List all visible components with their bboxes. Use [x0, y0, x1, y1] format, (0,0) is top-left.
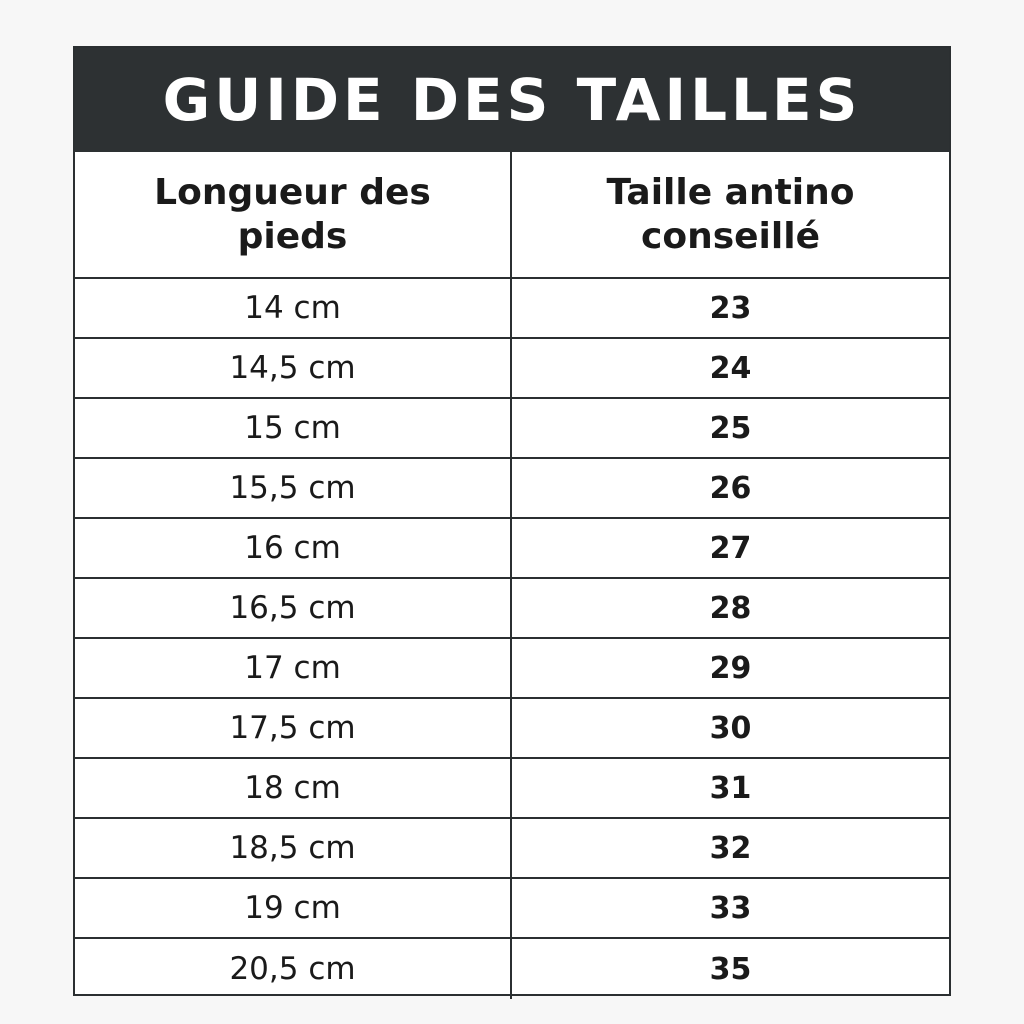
foot-length-cell [75, 639, 512, 697]
table-row [75, 819, 949, 879]
foot-length-cell [75, 339, 512, 397]
header-foot-length [75, 152, 512, 277]
recommended-size-value: 28 [709, 590, 752, 626]
recommended-size-cell [512, 339, 949, 397]
recommended-size-value: 27 [709, 530, 752, 566]
table-row [75, 639, 949, 699]
table-row [75, 459, 949, 519]
recommended-size-value: 23 [709, 290, 752, 326]
foot-length-cell [75, 399, 512, 457]
header-foot-length-label: Longueur des pieds [154, 171, 431, 257]
header-recommended-size [512, 152, 949, 277]
recommended-size-value: 26 [709, 470, 752, 506]
table-row [75, 519, 949, 579]
foot-length-cell [75, 279, 512, 337]
table-row [75, 279, 949, 339]
foot-length-cell [75, 879, 512, 937]
foot-length-value: 19 cm [244, 890, 341, 926]
recommended-size-value: 32 [709, 830, 752, 866]
recommended-size-cell [512, 939, 949, 999]
foot-length-value: 20,5 cm [229, 951, 356, 987]
foot-length-cell [75, 699, 512, 757]
page-title: GUIDE DES TAILLES [162, 66, 862, 134]
foot-length-cell [75, 579, 512, 637]
recommended-size-value: 24 [709, 350, 752, 386]
recommended-size-value: 30 [709, 710, 752, 746]
title-bar [75, 48, 949, 152]
table-row [75, 759, 949, 819]
table-row [75, 579, 949, 639]
foot-length-value: 18 cm [244, 770, 341, 806]
foot-length-value: 15 cm [244, 410, 341, 446]
foot-length-value: 17 cm [244, 650, 341, 686]
recommended-size-cell [512, 519, 949, 577]
foot-length-cell [75, 519, 512, 577]
recommended-size-value: 29 [709, 650, 752, 686]
recommended-size-value: 25 [709, 410, 752, 446]
recommended-size-cell [512, 639, 949, 697]
foot-length-value: 18,5 cm [229, 830, 356, 866]
recommended-size-cell [512, 759, 949, 817]
foot-length-value: 17,5 cm [229, 710, 356, 746]
foot-length-value: 16 cm [244, 530, 341, 566]
recommended-size-cell [512, 399, 949, 457]
header-recommended-size-label: Taille antino conseillé [606, 171, 855, 257]
recommended-size-cell [512, 459, 949, 517]
foot-length-value: 15,5 cm [229, 470, 356, 506]
table-row [75, 339, 949, 399]
recommended-size-cell [512, 579, 949, 637]
table-row [75, 879, 949, 939]
recommended-size-cell [512, 819, 949, 877]
table-header-row [75, 152, 949, 279]
recommended-size-value: 33 [709, 890, 752, 926]
foot-length-value: 16,5 cm [229, 590, 356, 626]
recommended-size-value: 35 [709, 951, 752, 987]
foot-length-cell [75, 939, 512, 999]
foot-length-cell [75, 819, 512, 877]
recommended-size-cell [512, 279, 949, 337]
table-row [75, 939, 949, 999]
recommended-size-cell [512, 879, 949, 937]
size-guide-card [73, 46, 951, 996]
size-table [75, 152, 949, 994]
recommended-size-value: 31 [709, 770, 752, 806]
table-row [75, 399, 949, 459]
foot-length-cell [75, 459, 512, 517]
foot-length-value: 14 cm [244, 290, 341, 326]
foot-length-value: 14,5 cm [229, 350, 356, 386]
table-row [75, 699, 949, 759]
recommended-size-cell [512, 699, 949, 757]
foot-length-cell [75, 759, 512, 817]
